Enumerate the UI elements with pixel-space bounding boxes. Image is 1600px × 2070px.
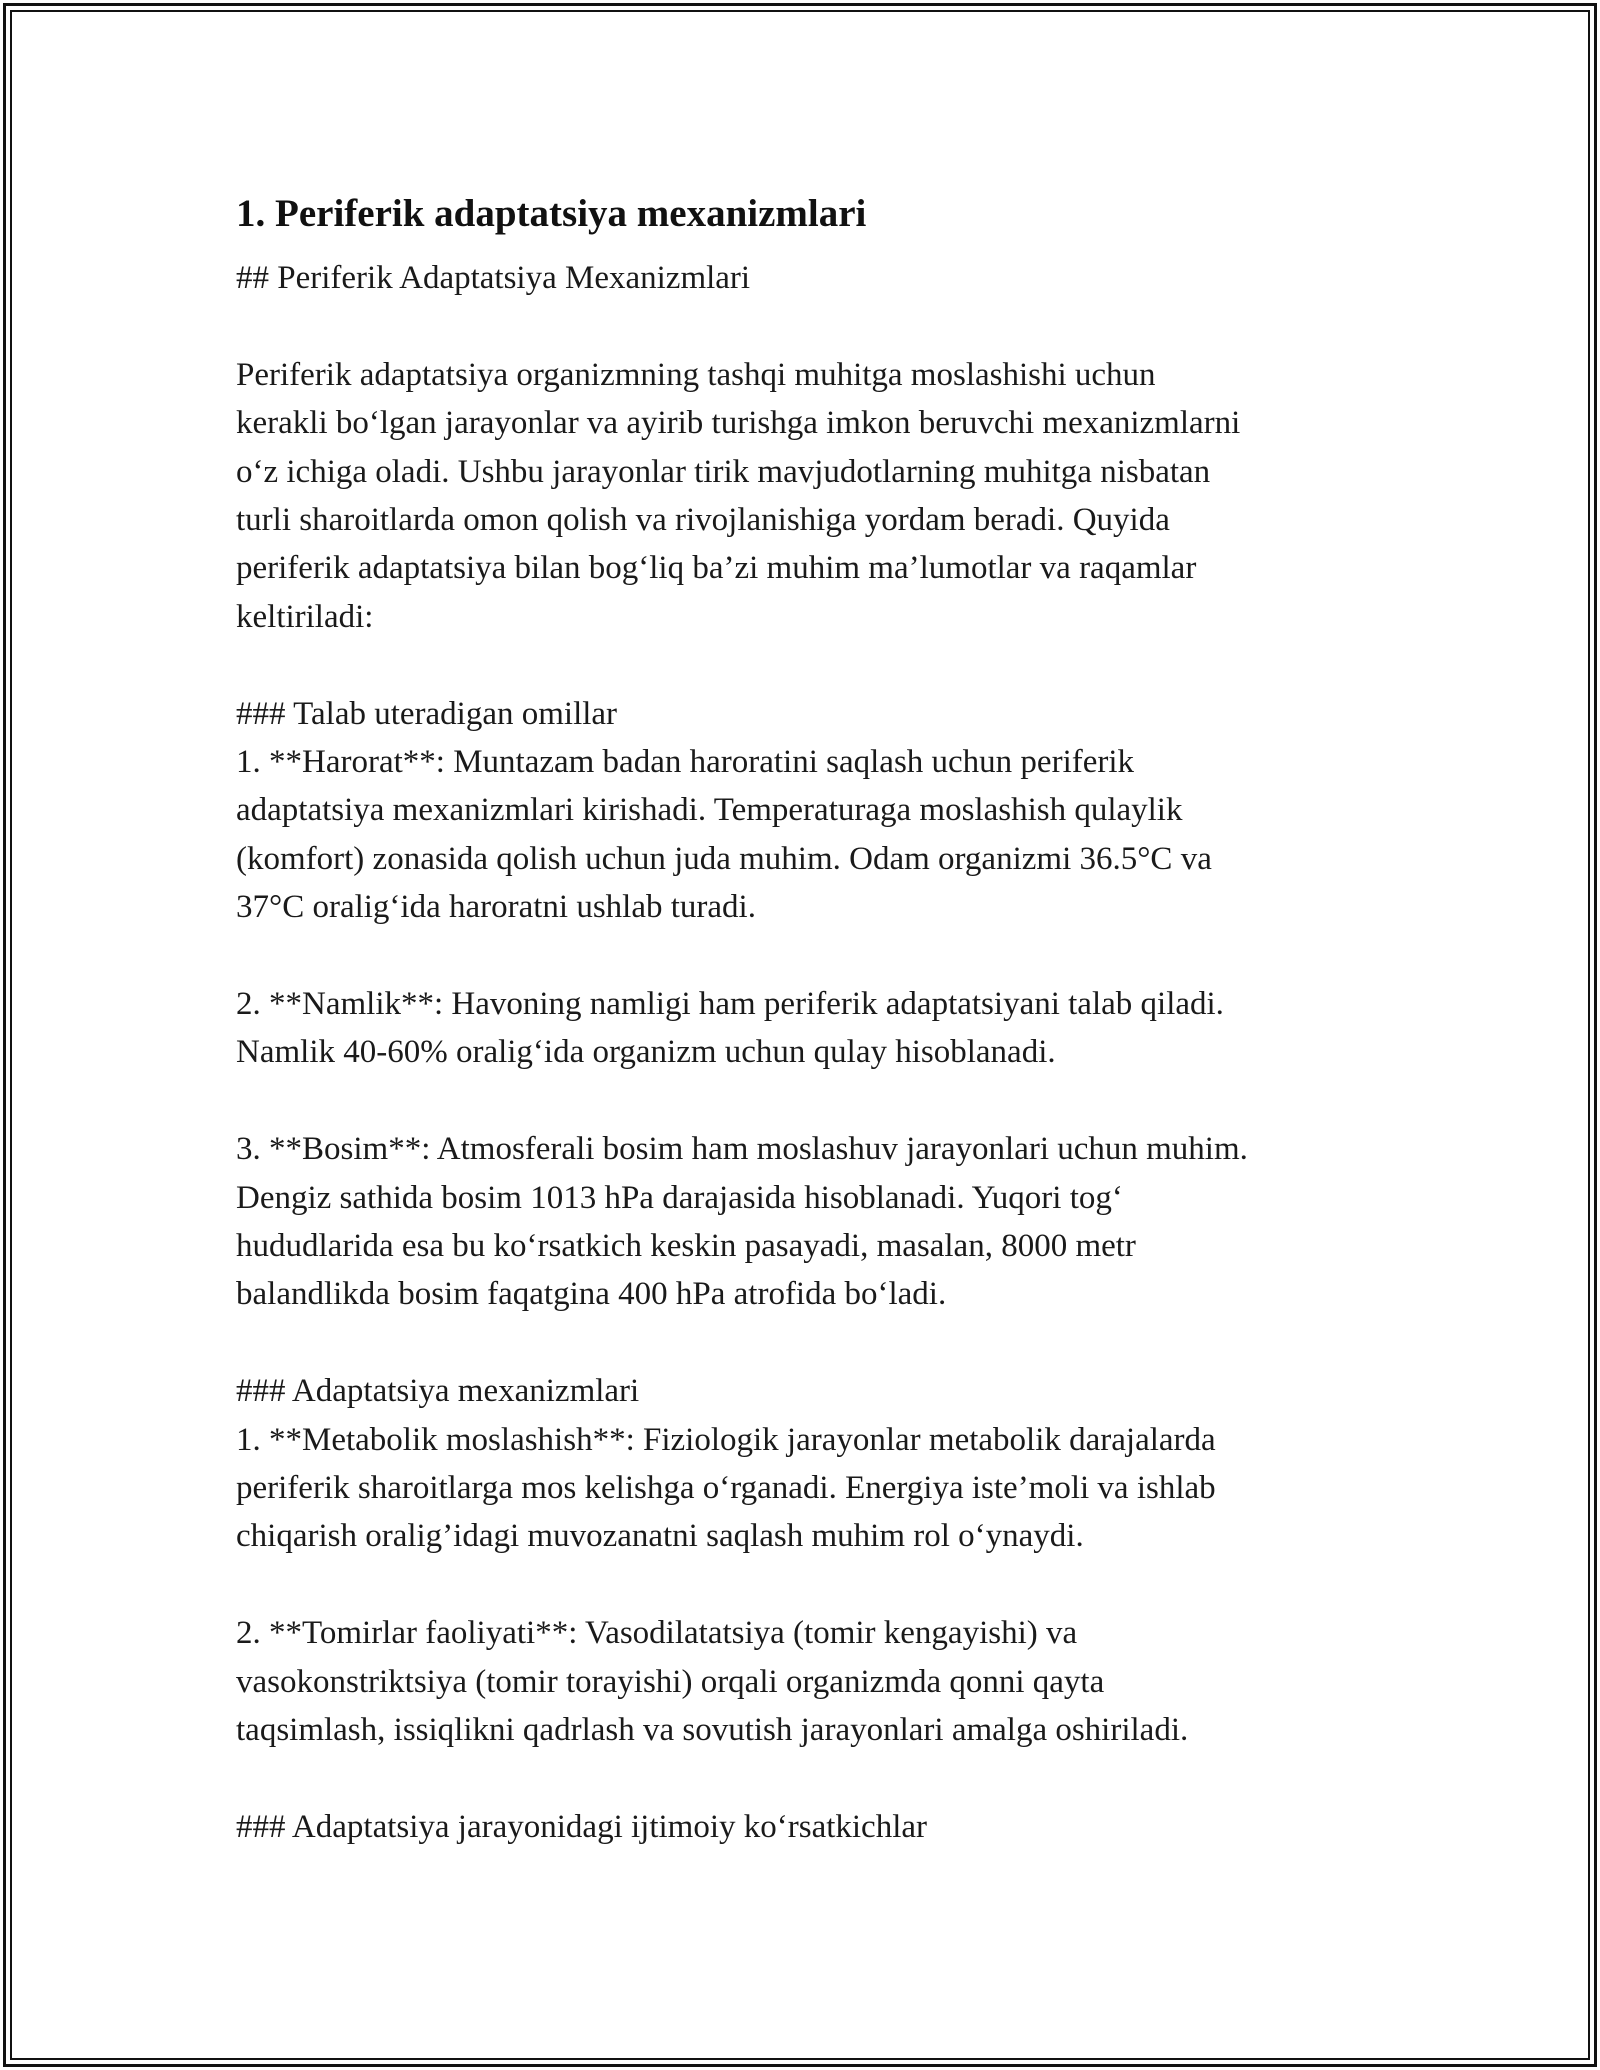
text-line: 2. **Namlik**: Havoning namligi ham periferik adaptatsiyani talab qiladi. (236, 986, 1224, 1023)
paragraph-gap (236, 1077, 1376, 1125)
section-heading: ### Adaptatsiya mexanizmlari (236, 1373, 640, 1410)
document-text (236, 254, 1376, 1851)
text-line: (komfort) zonasida qolish uchun juda muhim. Odam organizmi 36.5°C va (236, 840, 1212, 877)
text-line: periferik sharoitlarga mos kelishga o‘rganadi. Energiya iste’moli va ishlab (236, 1470, 1216, 1507)
text-line: adaptatsiya mexanizmlari kirishadi. Temperaturaga moslashish qulaylik (236, 792, 1183, 829)
paragraph-gap (236, 302, 1376, 350)
paragraph-gap (236, 641, 1376, 689)
document-title: 1. Periferik adaptatsiya mexanizmlari (236, 192, 867, 235)
text-line: balandlikda bosim faqatgina 400 hPa atrofida bo‘ladi. (236, 1276, 947, 1313)
paragraph-gap (236, 932, 1376, 980)
text-line: vasokonstriktsiya (tomir torayishi) orqali organizmda qonni qayta (236, 1663, 1105, 1700)
paragraph-gap (236, 1319, 1376, 1367)
text-line: o‘z ichiga oladi. Ushbu jarayonlar tirik mavjudotlarning muhitga nisbatan (236, 453, 1211, 490)
paragraph-gap (236, 1755, 1376, 1803)
text-line: 37°C oralig‘ida haroratni ushlab turadi. (236, 889, 756, 926)
text-line: keltiriladi: (236, 598, 374, 635)
text-line: kerakli bo‘lgan jarayonlar va ayirib turishga imkon beruvchi mexanizmlarni (236, 405, 1241, 442)
text-line: 2. **Tomirlar faoliyati**: Vasodilatatsiya (tomir kengayishi) va (236, 1615, 1078, 1652)
text-line: turli sharoitlarda omon qolish va rivojlanishiga yordam beradi. Quyida (236, 502, 1170, 539)
text-line: 3. **Bosim**: Atmosferali bosim ham moslashuv jarayonlari uchun muhim. (236, 1131, 1248, 1168)
text-line: chiqarish oralig’idagi muvozanatni saqlash muhim rol o‘ynaydi. (236, 1518, 1084, 1555)
text-line: Periferik adaptatsiya organizmning tashqi muhitga moslashishi uchun (236, 356, 1156, 393)
text-line: hududlarida esa bu ko‘rsatkich keskin pasayadi, masalan, 8000 metr (236, 1228, 1136, 1265)
text-line: 1. **Harorat**: Muntazam badan haroratini saqlash uchun periferik (236, 744, 1135, 781)
text-line: Dengiz sathida bosim 1013 hPa darajasida hisoblanadi. Yuqori tog‘ (236, 1179, 1123, 1216)
subtitle-heading: ## Periferik Adaptatsiya Mexanizmlari (236, 260, 751, 296)
section-heading: ### Adaptatsiya jarayonidagi ijtimoiy ko‘rsatkichlar (236, 1808, 928, 1845)
text-line: 1. **Metabolik moslashish**: Fiziologik jarayonlar metabolik darajalarda (236, 1421, 1216, 1458)
document-body (236, 186, 1376, 1851)
text-line: taqsimlash, issiqlikni qadrlash va sovutish jarayonlari amalga oshiriladi. (236, 1712, 1189, 1749)
text-line: Namlik 40-60% oralig‘ida organizm uchun qulay hisoblanadi. (236, 1034, 1056, 1071)
text-line: periferik adaptatsiya bilan bog‘liq ba’zi muhim ma’lumotlar va raqamlar (236, 550, 1197, 587)
paragraph-gap (236, 1561, 1376, 1609)
section-heading: ### Talab uteradigan omillar (236, 695, 618, 732)
